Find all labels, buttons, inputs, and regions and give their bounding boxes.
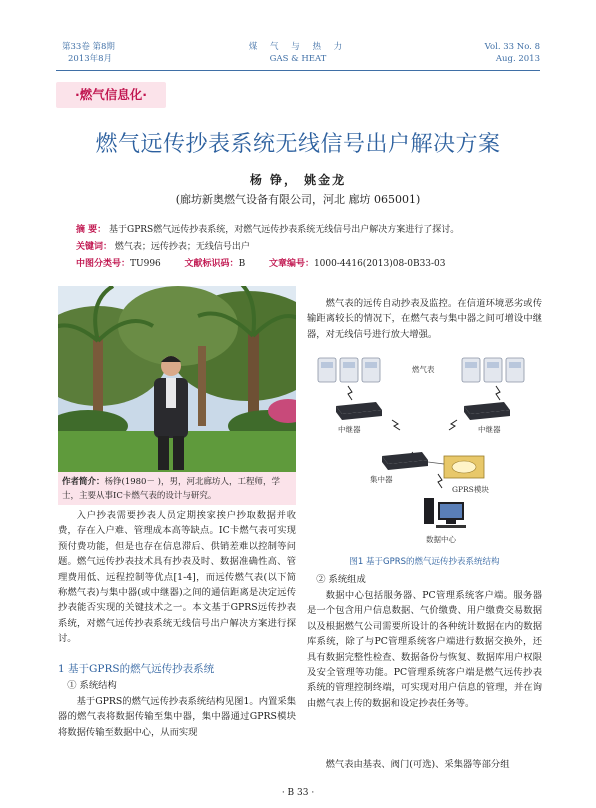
- page-number: · B 33 ·: [281, 788, 315, 798]
- journal-volume-en: [485, 41, 540, 65]
- concentrator: [382, 452, 428, 470]
- figure-1-caption: 图1 基于GPRS的燃气远传抄表系统结构: [349, 557, 500, 567]
- relay-right: [464, 402, 510, 420]
- header-volume: 第33卷 第8期: [62, 42, 115, 52]
- subsection-2-text: 数据中心包括服务器、PC管理系统客户端。服务器是一个包含用户信息数据、气价缴费、用户缴费交易数据以及根据燃气公司需要所设计的各种统计数据在内的数据库系统，除了与PC管理系统客户端进行数据交换外，还具有数据完整性检查、数据备份与恢复、数据库用户权限及安全管理等功能。PC管理系统客户端是燃气远传抄表系统的管理控制终端，可实现对用户信息的管理，并在询由燃气表上传的数据和设定抄表任务等。: [307, 590, 542, 709]
- subsection-1-text: 基于GPRS的燃气远传抄表系统结构见图1。内置采集器的燃气表将数据传输至集中器，集中器通过GPRS模块将数据传输至数据中心，从而实现: [58, 696, 296, 738]
- classification-line: [76, 256, 536, 273]
- system-structure-diagram: [312, 352, 537, 548]
- article-authors: 杨 铮， 姚金龙: [249, 173, 347, 187]
- author-bio-label: 作者简介：: [62, 477, 105, 487]
- right-last-paragraph: 燃气表由基表、阀门(可选)、采集器等部分组: [325, 759, 510, 770]
- article-title: 燃气远传抄表系统无线信号出户解决方案: [95, 132, 501, 157]
- article-no-value: 1000-4416(2013)08-0B33-03: [313, 259, 446, 269]
- gprs-module: [444, 456, 484, 478]
- header-date: 2013年8月: [68, 54, 113, 64]
- data-center-computer: [424, 498, 466, 528]
- figure-1: [312, 352, 537, 548]
- relay-left-label: 中继器: [338, 425, 361, 434]
- keywords-text: 燃气表；远传抄表；无线信号出户: [114, 242, 250, 252]
- keywords: [76, 239, 536, 256]
- intro-paragraph: 入户抄表需要抄表人员定期挨家挨户抄取数据并收费，存在入户难、管理成本高等缺点。IC卡燃气表可实现预付费功能，但是也存在信息滞后、供销差难以控制等问题。燃气远传抄表技术具有抄表及时、数据准确性高、管理费用低、远程控制等优点[1-4]，而远传燃气表(以下简称燃气表)与集中器(或中继器)之间的通信距离是决定远传抄表能否实现的关键技术之一。本文基于GPRS远传抄表系统，对燃气远传抄表系统无线信号出户解决方案进行探讨。: [58, 510, 296, 645]
- author-bio: [58, 472, 296, 505]
- subsection-1-heading: ① 系统结构: [67, 680, 117, 691]
- abstract: [76, 222, 536, 239]
- clc-value: TU996: [130, 259, 161, 269]
- gas-meter-group-right: [462, 358, 524, 382]
- journal-name-en: GAS & HEAT: [269, 54, 327, 64]
- concentrator-label: 集中器: [370, 475, 393, 484]
- meters-label: 燃气表: [412, 365, 435, 374]
- doc-code-value: B: [238, 259, 246, 269]
- author-bio-text: 杨铮(1980－ )，男，河北廊坊人，工程师，学士，主要从事IC卡燃气表的设计与研究。: [62, 477, 280, 501]
- right-top-paragraph: 燃气表的远传自动抄表及监控。在信道环境恶劣或传输距离较长的情况下，在燃气表与集中器之间可增设中继器，对无线信号进行放大增强。: [307, 298, 542, 340]
- keywords-label: 关键词：: [76, 242, 113, 252]
- abstract-label: 摘 要：: [76, 225, 107, 235]
- section-tag: ·燃气信息化·: [56, 82, 166, 108]
- section-1-heading: 1 基于GPRS的燃气远传抄表系统: [58, 663, 215, 675]
- doc-code-label: 文献标识码：: [184, 259, 239, 269]
- data-center-label: 数据中心: [426, 535, 456, 544]
- article-no-label: 文章编号：: [268, 259, 314, 269]
- gas-meter-group-left: [318, 358, 380, 382]
- header-volume-en: Vol. 33 No. 8: [484, 42, 540, 52]
- author-photo: [58, 286, 296, 472]
- header-date-en: Aug. 2013: [495, 54, 540, 64]
- relay-left: [336, 402, 382, 420]
- gprs-label: GPRS模块: [452, 485, 489, 494]
- subsection-2-heading: ② 系统组成: [316, 574, 366, 585]
- relay-right-label: 中继器: [478, 425, 501, 434]
- header-divider: [56, 70, 540, 71]
- abstract-text: 基于GPRS燃气远传抄表系统，对燃气远传抄表系统无线信号出户解决方案进行了探讨。: [109, 225, 460, 235]
- author-photo-image: [58, 286, 296, 472]
- journal-name-cn: 煤 气 与 热 力: [248, 42, 348, 52]
- clc-label: 中图分类号：: [76, 259, 131, 269]
- author-affiliation: (廊坊新奥燃气设备有限公司，河北 廊坊 065001): [175, 193, 421, 206]
- abstract-block: [76, 222, 536, 273]
